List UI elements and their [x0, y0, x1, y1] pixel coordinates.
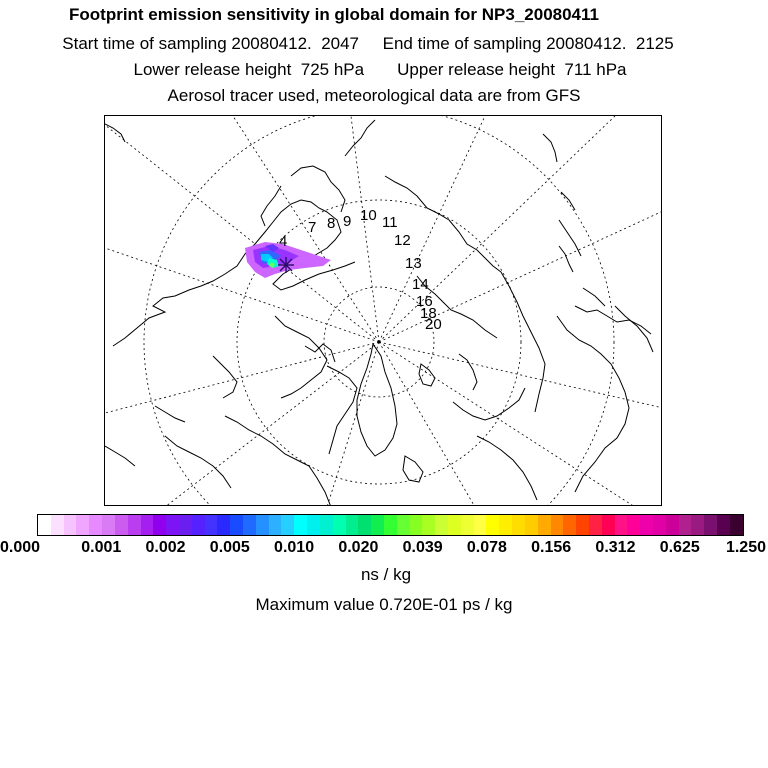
- trajectory-label: 16: [416, 293, 433, 310]
- colorbar-swatch: [102, 515, 115, 535]
- colorbar-swatch: [38, 515, 51, 535]
- colorbar: [37, 514, 744, 536]
- coastline: [291, 166, 345, 212]
- colorbar-swatch: [563, 515, 576, 535]
- colorbar-swatch: [76, 515, 89, 535]
- colorbar-swatch: [704, 515, 717, 535]
- colorbar-swatch: [346, 515, 359, 535]
- coastline: [261, 186, 281, 226]
- colorbar-swatch: [640, 515, 653, 535]
- colorbar-swatch: [448, 515, 461, 535]
- coastline: [557, 316, 629, 492]
- colorbar-swatch: [294, 515, 307, 535]
- graticule: [105, 116, 662, 506]
- release-point-star-icon: [278, 257, 294, 273]
- colorbar-swatch: [512, 515, 525, 535]
- meridian: [105, 248, 379, 342]
- colorbar-swatch: [320, 515, 333, 535]
- maximum-value-text: Maximum value 0.720E-01 ps / kg: [255, 595, 513, 614]
- colorbar-swatch: [615, 515, 628, 535]
- trajectory-label: 14: [412, 276, 429, 293]
- colorbar-swatch: [691, 515, 704, 535]
- coastlines: [105, 120, 653, 506]
- coastline: [305, 344, 335, 362]
- colorbar-swatch: [653, 515, 666, 535]
- colorbar-swatch: [256, 515, 269, 535]
- colorbar-swatch: [602, 515, 615, 535]
- coastline: [543, 134, 557, 162]
- colorbar-swatch: [166, 515, 179, 535]
- trajectory-label: 20: [425, 316, 442, 333]
- trajectory-label: 18: [420, 305, 437, 322]
- colorbar-swatch: [64, 515, 77, 535]
- coastline: [583, 288, 605, 306]
- colorbar-swatch: [551, 515, 564, 535]
- colorbar-tick-label: 0.020: [338, 539, 379, 556]
- colorbar-swatch: [435, 515, 448, 535]
- coastline: [459, 354, 477, 390]
- colorbar-swatch: [730, 515, 743, 535]
- plot-title: Footprint emission sensitivity in global domain for NP3_20080411: [69, 5, 599, 24]
- colorbar-swatch: [525, 515, 538, 535]
- colorbar-swatch: [281, 515, 294, 535]
- colorbar-swatch: [679, 515, 692, 535]
- colorbar-swatch: [666, 515, 679, 535]
- colorbar-swatch: [627, 515, 640, 535]
- trajectory-label: 12: [394, 232, 411, 249]
- meridian: [351, 116, 379, 342]
- colorbar-swatch: [243, 515, 256, 535]
- colorbar-tick-label: 0.078: [466, 539, 507, 556]
- coastline: [449, 220, 501, 272]
- colorbar-swatch: [422, 515, 435, 535]
- colorbar-tick-label: 1.250: [725, 539, 766, 556]
- colorbar-swatch: [115, 515, 128, 535]
- trajectory-label: 9: [343, 213, 352, 230]
- colorbar-swatch: [141, 515, 154, 535]
- sampling-time-line: Start time of sampling 20080412. 2047 End time of sampling 20080412. 2125: [62, 34, 674, 53]
- colorbar-tick-label: 0.001: [81, 539, 122, 556]
- colorbar-swatch: [717, 515, 730, 535]
- colorbar-swatch: [474, 515, 487, 535]
- polar-map: [104, 115, 662, 506]
- latitude-circle-60: [144, 116, 614, 506]
- coastline: [155, 406, 185, 422]
- colorbar-swatch: [205, 515, 218, 535]
- coastline: [213, 356, 237, 398]
- meridian: [165, 342, 379, 506]
- colorbar-swatch: [576, 515, 589, 535]
- coastline: [561, 192, 575, 210]
- colorbar-swatch: [538, 515, 551, 535]
- colorbar-swatch: [217, 515, 230, 535]
- release-height-line: Lower release height 725 hPa Upper release height 711 hPa: [133, 60, 627, 79]
- colorbar-swatch: [307, 515, 320, 535]
- footprint-plume: [245, 242, 331, 278]
- coastline: [453, 388, 525, 420]
- coastline: [419, 364, 435, 386]
- coastline: [105, 446, 135, 466]
- meridian: [379, 342, 475, 506]
- colorbar-swatch: [333, 515, 346, 535]
- colorbar-swatch: [192, 515, 205, 535]
- colorbar-swatch: [371, 515, 384, 535]
- coastline: [275, 316, 327, 398]
- trajectory-label: 10: [360, 207, 377, 224]
- colorbar-swatch: [384, 515, 397, 535]
- colorbar-swatch: [410, 515, 423, 535]
- colorbar-tick-label: 0.000: [0, 539, 41, 556]
- coastline: [165, 436, 231, 488]
- colorbar-tick-label: 0.002: [145, 539, 186, 556]
- colorbar-swatch: [179, 515, 192, 535]
- trajectory-labels: [279, 207, 442, 333]
- colorbar-tick-label: 0.312: [595, 539, 636, 556]
- meridian: [105, 342, 379, 413]
- meridian: [327, 342, 379, 506]
- colorbar-swatch: [589, 515, 602, 535]
- trajectory-label: 7: [308, 219, 317, 236]
- colorbar-swatch: [51, 515, 64, 535]
- colorbar-tick-label: 0.625: [659, 539, 700, 556]
- colorbar-swatch: [397, 515, 410, 535]
- coastline: [615, 306, 653, 352]
- trajectory-label: 4: [279, 233, 288, 250]
- colorbar-swatch: [230, 515, 243, 535]
- coastline: [477, 436, 537, 500]
- colorbar-tick-label: 0.156: [531, 539, 572, 556]
- colorbar-swatch: [358, 515, 371, 535]
- colorbar-tick-label: 0.010: [274, 539, 315, 556]
- colorbar-unit: ns / kg: [360, 565, 412, 584]
- meridian: [233, 116, 379, 342]
- trajectory-label: 13: [405, 255, 422, 272]
- colorbar-swatch: [89, 515, 102, 535]
- colorbar-swatch: [499, 515, 512, 535]
- colorbar-swatch: [486, 515, 499, 535]
- greenland-coastline: [357, 344, 397, 456]
- tracer-info-line: Aerosol tracer used, meteorological data are from GFS: [167, 86, 581, 105]
- coastline: [113, 244, 255, 346]
- colorbar-swatch: [128, 515, 141, 535]
- coastline: [559, 246, 573, 272]
- trajectory-label: 8: [327, 215, 336, 232]
- trajectory-label: 11: [382, 214, 398, 231]
- coastline: [345, 120, 375, 156]
- colorbar-tick-label: 0.005: [209, 539, 250, 556]
- colorbar-swatch: [269, 515, 282, 535]
- coastline: [327, 366, 357, 454]
- colorbar-swatch: [461, 515, 474, 535]
- colorbar-tick-label: 0.039: [402, 539, 443, 556]
- colorbar-swatch: [153, 515, 166, 535]
- coastline: [225, 416, 331, 506]
- map-canvas: [105, 116, 662, 506]
